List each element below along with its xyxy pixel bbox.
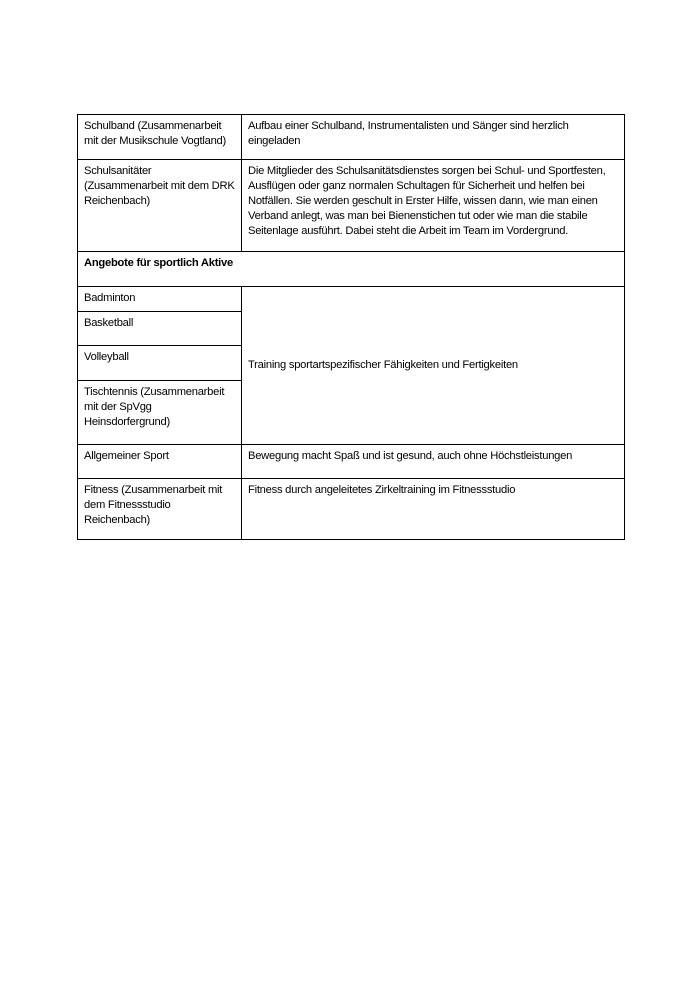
sport-name-cell: Volleyball	[78, 346, 242, 381]
table-row	[78, 115, 625, 160]
offer-name-cell: Schulband (Zusammenarbeit mit der Musikschule Vogtland)	[78, 115, 242, 160]
table-row	[78, 445, 625, 479]
offers-table	[77, 114, 625, 540]
sport-name-cell: Tischtennis (Zusammenarbeit mit der SpVgg Heinsdorfergrund)	[78, 381, 242, 445]
table-row	[78, 160, 625, 252]
offer-description-cell: Fitness durch angeleitetes Zirkeltraining im Fitnessstudio	[242, 479, 625, 540]
sports-description-cell: Training sportartspezifischer Fähigkeiten und Fertigkeiten	[242, 287, 625, 445]
offer-name-cell: Schulsanitäter (Zusammenarbeit mit dem DRK Reichenbach)	[78, 160, 242, 252]
offer-description-cell: Die Mitglieder des Schulsanitätsdienstes sorgen bei Schul- und Sportfesten, Ausflügen oder ganz normalen Schultagen für Sicherheit und helfen bei Notfällen. Sie werden geschult in Erster Hilfe, wissen dann, wie man einen Verband anlegt, was man bei Bienenstichen tut oder wie man die stabile Seitenlage ausführt. Dabei steht die Arbeit im Team im Vordergrund.	[242, 160, 625, 252]
table-row	[78, 479, 625, 540]
offer-description-cell: Aufbau einer Schulband, Instrumentalisten und Sänger sind herzlich eingeladen	[242, 115, 625, 160]
offer-name-cell: Allgemeiner Sport	[78, 445, 242, 479]
sport-name-cell: Basketball	[78, 312, 242, 346]
section-heading: Angebote für sportlich Aktive	[78, 252, 625, 287]
offer-name-cell: Fitness (Zusammenarbeit mit dem Fitnessstudio Reichenbach)	[78, 479, 242, 540]
table-row	[78, 287, 625, 312]
section-heading-row	[78, 252, 625, 287]
offer-description-cell: Bewegung macht Spaß und ist gesund, auch ohne Höchstleistungen	[242, 445, 625, 479]
sport-name-cell: Badminton	[78, 287, 242, 312]
